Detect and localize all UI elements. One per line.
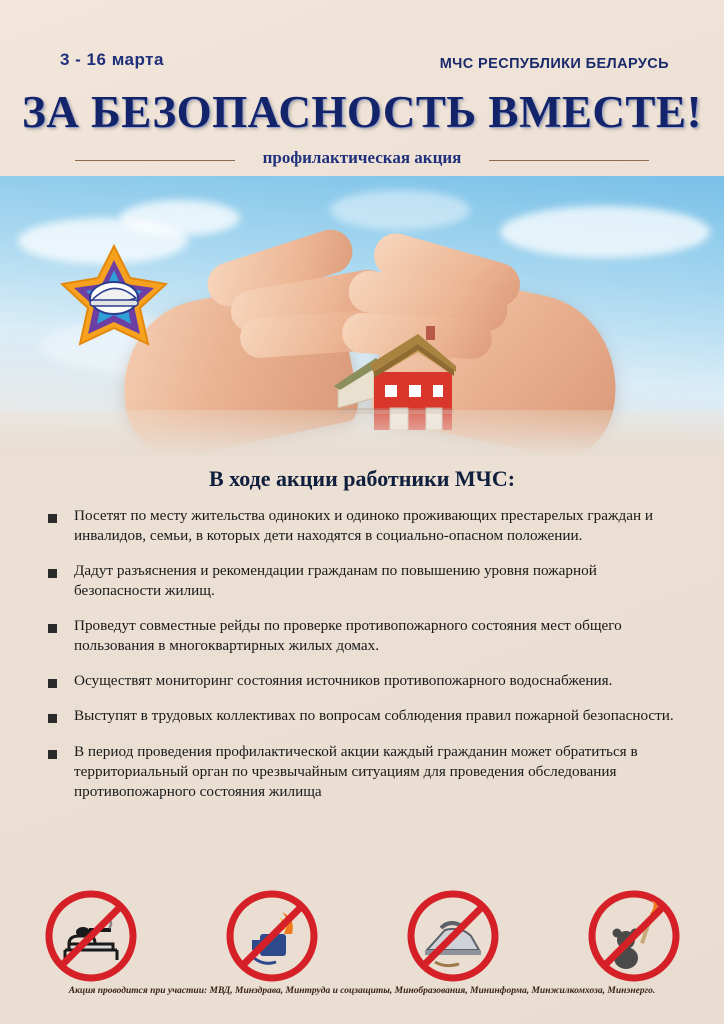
bullet-square-icon <box>48 514 57 523</box>
no-unattended-iron-icon <box>405 888 501 984</box>
mchs-star-emblem-icon <box>60 244 168 356</box>
cloud-shape <box>330 190 470 230</box>
list-item-text: Дадут разъяснения и рекомендации гражданам по повышению уровня пожарной безопасности жилищ. <box>74 562 597 600</box>
measures-list <box>0 506 724 802</box>
list-item <box>44 616 678 656</box>
list-item <box>44 561 678 601</box>
list-item-text: Посетят по месту жительства одиноких и одиноко проживающих престарелых граждан и инвалидов, семьи, в которых дети находятся в социально-опасном положении. <box>74 507 654 545</box>
cloud-shape <box>500 206 710 258</box>
hero-image <box>0 176 724 456</box>
subtitle-container <box>0 148 724 168</box>
poster-header <box>0 0 724 176</box>
bullet-square-icon <box>48 750 57 759</box>
bullet-square-icon <box>48 569 57 578</box>
bullet-square-icon <box>48 624 57 633</box>
list-item-text: В период проведения профилактической акции каждый гражданин может обратиться в территориальный орган по чрезвычайным ситуациям для проведения обследования противопожарного состояния жилища <box>74 742 638 800</box>
content-section <box>0 456 724 817</box>
no-smoking-in-bed-icon <box>43 888 139 984</box>
footer-note: Акция проводится при участии: МВД, Минздрава, Минтруда и соцзащиты, Минобразования, Мининформа, Минжилкомхоза, Минэнерго. <box>68 986 656 996</box>
no-faulty-wiring-icon <box>224 888 320 984</box>
page-subtitle: профилактическая акция <box>262 148 462 167</box>
bullet-square-icon <box>48 714 57 723</box>
pictogram-row <box>0 888 724 984</box>
list-item <box>44 706 678 726</box>
cloud-shape <box>120 200 240 236</box>
list-item <box>44 506 678 546</box>
list-item-text: Осуществят мониторинг состояния источников противопожарного водоснабжения. <box>74 672 613 690</box>
bullet-square-icon <box>48 679 57 688</box>
page-title: ЗА БЕЗОПАСНОСТЬ ВМЕСТЕ! <box>22 87 702 137</box>
list-item <box>44 671 678 691</box>
no-children-with-matches-icon <box>586 888 682 984</box>
list-item-text: Выступят в трудовых коллективах по вопросам соблюдения правил пожарной безопасности. <box>74 707 674 725</box>
section-title: В ходе акции работники МЧС: <box>208 466 516 491</box>
hero-ground-fade <box>0 410 724 456</box>
list-item-text: Проведут совместные рейды по проверке противопожарного состояния мест общего пользования в многоквартирных жилых домах. <box>74 617 622 655</box>
organization-name: МЧС РЕСПУБЛИКИ БЕЛАРУСЬ <box>439 56 669 72</box>
campaign-date-range: 3 - 16 марта <box>60 50 164 69</box>
list-item <box>44 742 678 802</box>
